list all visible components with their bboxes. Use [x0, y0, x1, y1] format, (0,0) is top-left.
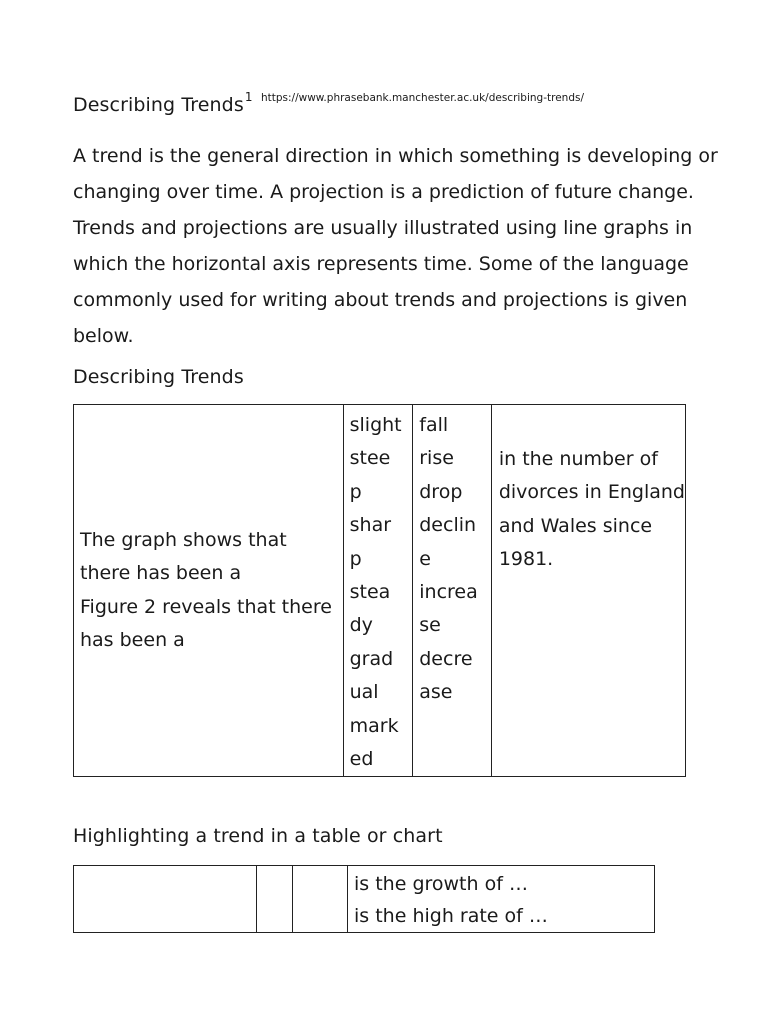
- cell-line: mark: [349, 714, 399, 737]
- intro-line: A trend is the general direction in which something is developing or: [73, 145, 718, 167]
- cell-line: shar: [349, 514, 392, 537]
- intro-line: below.: [73, 325, 134, 347]
- cell-line: fall: [419, 414, 449, 436]
- table-row: [74, 866, 655, 933]
- intro-line: Trends and projections are usually illustrated using line graphs in: [73, 217, 693, 239]
- cell-line: ase: [419, 681, 453, 704]
- table-cell-empty: [293, 866, 348, 933]
- section-heading-describing-trends: Describing Trends: [73, 366, 244, 388]
- cell-line: decre: [419, 647, 473, 670]
- intro-line: which the horizontal axis represents time. Some of the language: [73, 253, 689, 275]
- table-cell-empty: [257, 866, 293, 933]
- cell-line: ed: [349, 747, 374, 770]
- table-cell-openers: [74, 405, 344, 777]
- cell-line: is the high rate of …: [354, 905, 548, 927]
- cell-line: e: [419, 547, 431, 570]
- table-cell-context: [491, 405, 685, 777]
- intro-line: commonly used for writing about trends and projections is given: [73, 289, 688, 311]
- cell-line: rise: [419, 447, 454, 470]
- table-cell-nouns: [413, 405, 492, 777]
- cell-line: se: [419, 614, 441, 637]
- cell-line: ual: [349, 681, 379, 704]
- cell-line: increa: [419, 580, 478, 603]
- cell-line: drop: [419, 480, 463, 503]
- title-text: Describing Trends: [73, 94, 244, 116]
- footnote-marker: 1: [244, 90, 253, 104]
- cell-line: has been a: [80, 629, 185, 652]
- cell-spacer: [499, 409, 685, 443]
- cell-line: The graph shows that: [80, 528, 287, 551]
- cell-line: declin: [419, 514, 477, 537]
- table-row: [74, 405, 686, 777]
- cell-line: slight: [349, 414, 402, 436]
- cell-line: there has been a: [80, 562, 242, 585]
- table-cell-phrases: [348, 866, 655, 933]
- cell-line: is the growth of …: [354, 873, 528, 895]
- cell-line: grad: [349, 647, 394, 670]
- cell-line: and Wales since: [498, 514, 653, 537]
- cell-line: stee: [349, 447, 391, 470]
- describing-trends-table: [73, 404, 686, 777]
- cell-line: divorces in England: [498, 481, 685, 504]
- intro-line: changing over time. A projection is a prediction of future change.: [73, 181, 694, 203]
- cell-line: Figure 2 reveals that there: [80, 595, 332, 618]
- cell-line: p: [349, 547, 362, 570]
- table-cell-empty: [74, 866, 257, 933]
- cell-line: 1981.: [498, 548, 554, 571]
- footnote-url: https://www.phrasebank.manchester.ac.uk/describing-trends/: [261, 92, 584, 104]
- table-cell-adjectives: [343, 405, 413, 777]
- cell-line: in the number of: [498, 448, 658, 470]
- page-title: [73, 90, 253, 116]
- highlighting-trend-table: [73, 865, 655, 933]
- cell-line: p: [349, 480, 362, 503]
- cell-line: dy: [349, 614, 373, 637]
- section-heading-highlighting-trend: Highlighting a trend in a table or chart: [73, 825, 443, 847]
- intro-paragraph: [73, 138, 723, 354]
- cell-line: stea: [349, 580, 391, 603]
